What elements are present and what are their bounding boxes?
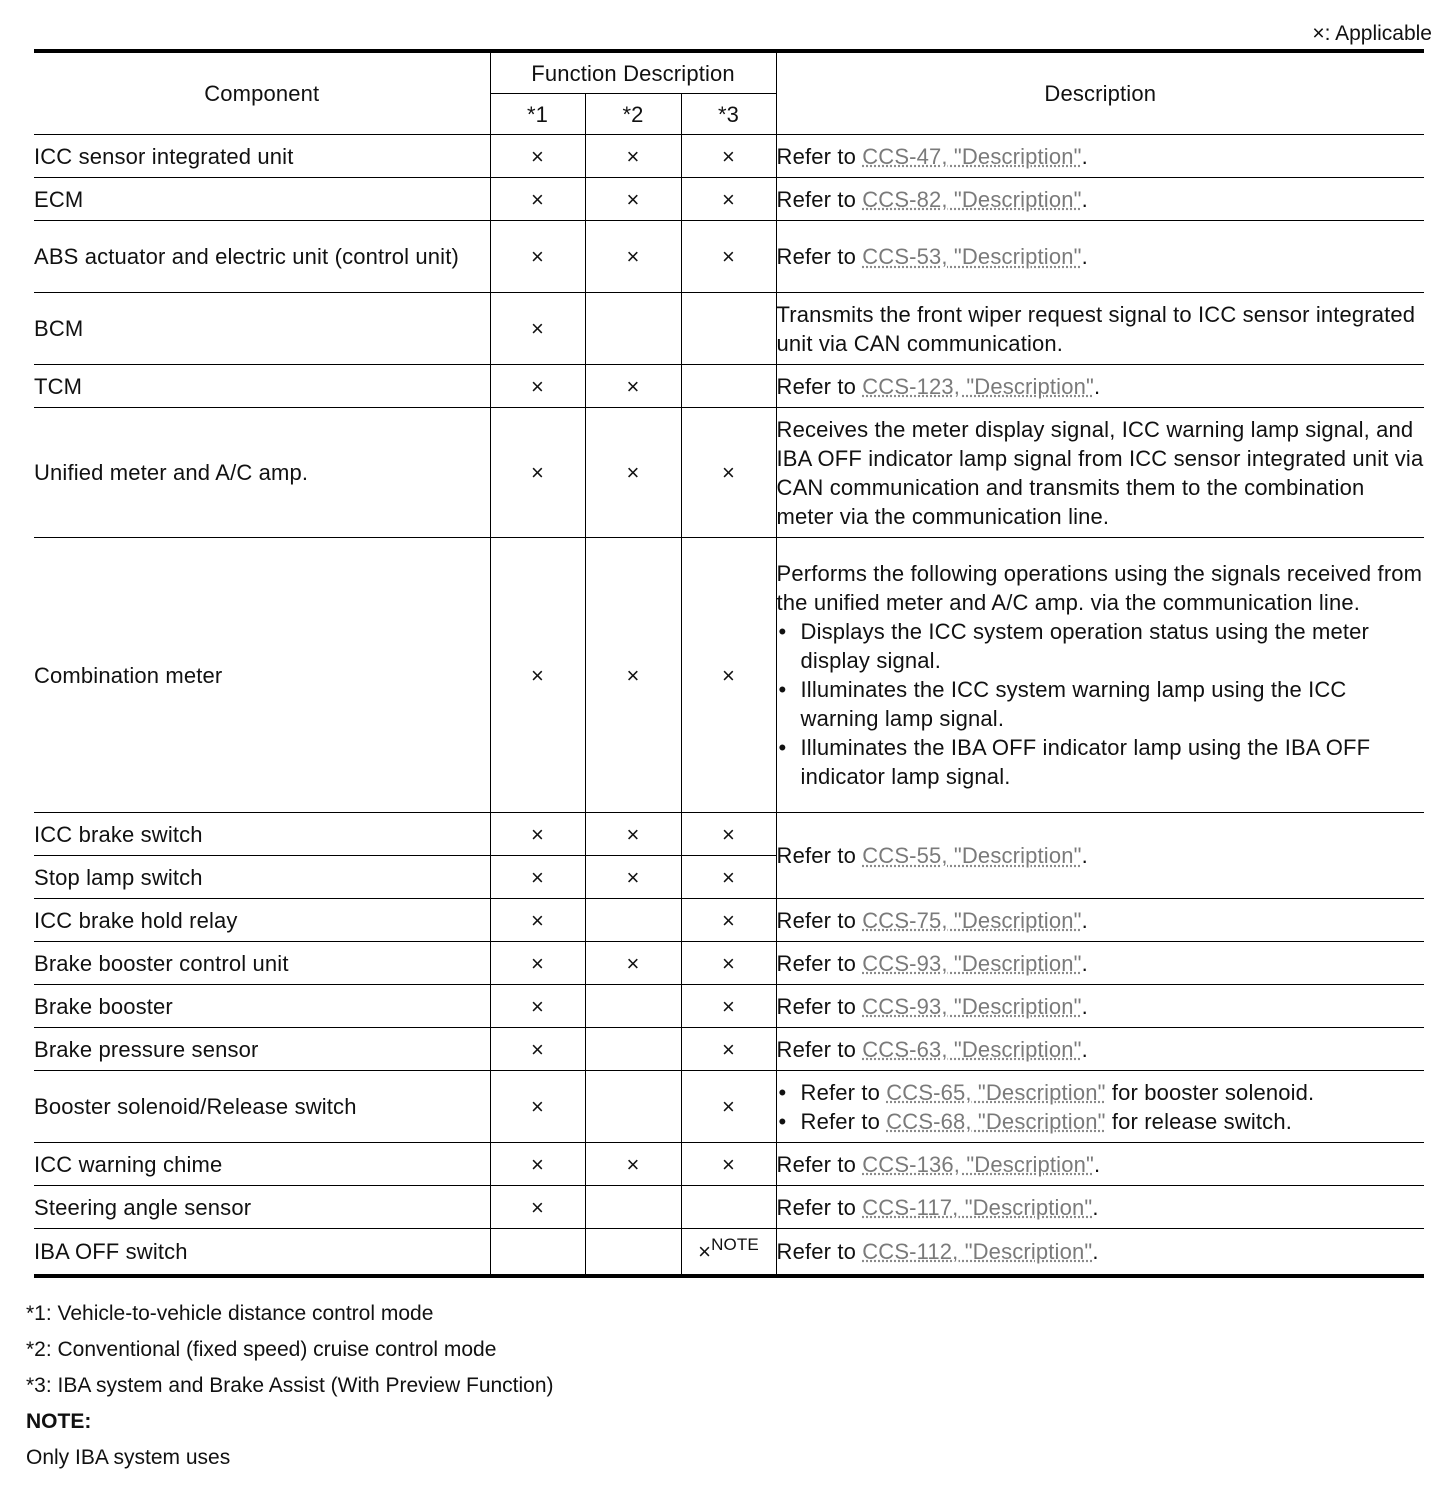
ref-link[interactable]: CCS-93, "Description" bbox=[862, 950, 1082, 976]
refer-to-text: Refer to bbox=[776, 1238, 856, 1264]
mode-3-mark bbox=[681, 1186, 776, 1229]
component-name: ICC brake switch bbox=[34, 813, 490, 856]
table-row bbox=[34, 221, 1424, 293]
ref-link[interactable]: CCS-65, "Description" bbox=[886, 1079, 1106, 1105]
mode-2-mark bbox=[585, 1229, 681, 1276]
ref-end: . bbox=[1093, 373, 1101, 399]
mode-2-mark: × bbox=[585, 856, 681, 899]
operation-list bbox=[777, 617, 1425, 791]
header-function-description: Function Description bbox=[490, 51, 776, 94]
mode-2-mark: × bbox=[585, 813, 681, 856]
ref-end: . bbox=[1081, 843, 1088, 868]
ref-link[interactable]: CCS-53, "Description" bbox=[862, 244, 1082, 269]
table-row bbox=[34, 1186, 1424, 1229]
mode-1-mark: × bbox=[490, 1028, 585, 1071]
note-superscript: NOTE bbox=[711, 1234, 759, 1254]
mode-1-mark: × bbox=[490, 1071, 585, 1143]
component-name: Stop lamp switch bbox=[34, 856, 490, 899]
mode-2-mark bbox=[585, 985, 681, 1028]
ref-end: . bbox=[1081, 907, 1088, 933]
component-name: BCM bbox=[34, 293, 490, 365]
component-table bbox=[34, 49, 1424, 1278]
refer-to-text: Refer to bbox=[800, 1079, 880, 1105]
note-text: Only IBA system uses bbox=[26, 1446, 231, 1469]
ref-link[interactable]: CCS-136, "Description" bbox=[862, 1151, 1094, 1177]
header-mode-1: *1 bbox=[490, 94, 585, 135]
mode-2-mark bbox=[585, 1028, 681, 1071]
footnotes bbox=[26, 1296, 554, 1476]
mode-2-mark: × bbox=[585, 221, 681, 293]
refer-to-text: Refer to bbox=[800, 1108, 880, 1134]
table-row bbox=[34, 293, 1424, 365]
ref-link[interactable]: CCS-117, "Description" bbox=[862, 1194, 1093, 1220]
description-cell bbox=[776, 1028, 1424, 1071]
ref-link[interactable]: CCS-47, "Description" bbox=[862, 143, 1082, 169]
mode-1-mark: × bbox=[490, 813, 585, 856]
header-mode-2: *2 bbox=[585, 94, 681, 135]
ref-link[interactable]: CCS-75, "Description" bbox=[862, 907, 1082, 933]
component-name: Combination meter bbox=[34, 538, 490, 813]
ref-end: . bbox=[1081, 143, 1088, 169]
mark: × bbox=[698, 1238, 712, 1264]
ref-link[interactable]: CCS-63, "Description" bbox=[862, 1036, 1082, 1062]
ref-end: . bbox=[1092, 1194, 1099, 1220]
mode-2-mark: × bbox=[585, 365, 681, 408]
description-cell bbox=[776, 1229, 1424, 1276]
mode-2-mark bbox=[585, 293, 681, 365]
ref-end: . bbox=[1081, 244, 1088, 269]
table-row bbox=[34, 1229, 1424, 1276]
table-row bbox=[34, 899, 1424, 942]
ref-end: . bbox=[1092, 1238, 1099, 1264]
mode-3-mark: × bbox=[681, 135, 776, 178]
footnote: *2: Conventional (fixed speed) cruise control mode bbox=[26, 1338, 497, 1361]
mode-2-mark: × bbox=[585, 408, 681, 538]
refer-to-text: Refer to bbox=[776, 1194, 856, 1220]
mode-3-mark: × bbox=[681, 899, 776, 942]
component-name: ABS actuator and electric unit (control unit) bbox=[34, 221, 490, 293]
component-name: Unified meter and A/C amp. bbox=[34, 408, 490, 538]
description-cell bbox=[776, 899, 1424, 942]
table-row bbox=[34, 135, 1424, 178]
description-cell bbox=[776, 813, 1424, 899]
header-component: Component bbox=[34, 51, 490, 135]
mode-2-mark: × bbox=[585, 538, 681, 813]
description-cell bbox=[776, 365, 1424, 408]
refer-to-text: Refer to bbox=[776, 1036, 856, 1062]
mode-1-mark: × bbox=[490, 293, 585, 365]
component-name: ICC warning chime bbox=[34, 1143, 490, 1186]
mode-2-mark: × bbox=[585, 178, 681, 221]
description-cell bbox=[776, 538, 1424, 813]
table-row bbox=[34, 942, 1424, 985]
header-row bbox=[34, 51, 1424, 94]
table-row bbox=[34, 365, 1424, 408]
component-name: Brake booster bbox=[34, 985, 490, 1028]
description-cell: Receives the meter display signal, ICC warning lamp signal, and IBA OFF indicator lamp signal from ICC sensor integrated unit via CAN communication and transmits them to the combination meter via the communication line. bbox=[776, 408, 1424, 538]
table-row bbox=[34, 1028, 1424, 1071]
refer-to-text: Refer to bbox=[776, 950, 856, 976]
description-cell bbox=[776, 1071, 1424, 1143]
mode-1-mark: × bbox=[490, 538, 585, 813]
description-cell bbox=[776, 1143, 1424, 1186]
refer-to-text: Refer to bbox=[776, 186, 856, 212]
list-item bbox=[777, 1107, 1425, 1136]
ref-end: . bbox=[1081, 993, 1088, 1019]
reference-list bbox=[777, 1078, 1425, 1136]
mode-3-mark: × bbox=[681, 1071, 776, 1143]
ref-link[interactable]: CCS-55, "Description" bbox=[862, 843, 1082, 868]
mode-2-mark bbox=[585, 1186, 681, 1229]
table-row bbox=[34, 813, 1424, 856]
list-item: • Illuminates the IBA OFF indicator lamp using the IBA OFF indicator lamp signal. bbox=[777, 733, 1425, 791]
component-name: ICC brake hold relay bbox=[34, 899, 490, 942]
ref-end: . bbox=[1081, 950, 1088, 976]
list-item: • Illuminates the ICC system warning lamp using the ICC warning lamp signal. bbox=[777, 675, 1425, 733]
mode-1-mark: × bbox=[490, 1186, 585, 1229]
refer-to-text: Refer to bbox=[776, 993, 856, 1019]
mode-3-mark: × bbox=[681, 538, 776, 813]
applicable-legend: ×: Applicable bbox=[1312, 22, 1432, 45]
description-cell bbox=[776, 942, 1424, 985]
component-name: Steering angle sensor bbox=[34, 1186, 490, 1229]
mode-1-mark: × bbox=[490, 135, 585, 178]
list-item: • Displays the ICC system operation status using the meter display signal. bbox=[777, 617, 1425, 675]
footnote: *3: IBA system and Brake Assist (With Preview Function) bbox=[26, 1374, 554, 1397]
ref-link[interactable]: CCS-112, "Description" bbox=[862, 1238, 1093, 1264]
mode-1-mark: × bbox=[490, 942, 585, 985]
description-cell bbox=[776, 221, 1424, 293]
component-name: Brake booster control unit bbox=[34, 942, 490, 985]
description-cell bbox=[776, 985, 1424, 1028]
mode-3-mark: × bbox=[681, 985, 776, 1028]
refer-to-text: Refer to bbox=[776, 143, 856, 169]
mode-2-mark bbox=[585, 1071, 681, 1143]
refer-to-text: Refer to bbox=[776, 1151, 856, 1177]
mode-1-mark: × bbox=[490, 1143, 585, 1186]
table-row bbox=[34, 178, 1424, 221]
refer-to-text: Refer to bbox=[776, 843, 856, 868]
mode-1-mark: × bbox=[490, 856, 585, 899]
component-name: ECM bbox=[34, 178, 490, 221]
table-row bbox=[34, 985, 1424, 1028]
mode-2-mark: × bbox=[585, 1143, 681, 1186]
ref-link[interactable]: CCS-68, "Description" bbox=[886, 1108, 1106, 1134]
header-description: Description bbox=[776, 51, 1424, 135]
ref-suffix: for booster solenoid. bbox=[1105, 1079, 1315, 1105]
mode-2-mark bbox=[585, 899, 681, 942]
table-row bbox=[34, 538, 1424, 813]
table-row bbox=[34, 1143, 1424, 1186]
mode-3-mark: × bbox=[681, 1143, 776, 1186]
mode-1-mark: × bbox=[490, 408, 585, 538]
component-name: IBA OFF switch bbox=[34, 1229, 490, 1276]
mode-3-mark bbox=[681, 1229, 776, 1276]
mode-3-mark: × bbox=[681, 178, 776, 221]
component-name: TCM bbox=[34, 365, 490, 408]
table-row bbox=[34, 408, 1424, 538]
ref-end: . bbox=[1093, 1151, 1101, 1177]
mode-2-mark: × bbox=[585, 135, 681, 178]
mode-3-mark: × bbox=[681, 813, 776, 856]
ref-link[interactable]: CCS-93, "Description" bbox=[862, 993, 1082, 1019]
ref-end: . bbox=[1081, 186, 1088, 212]
ref-suffix: for release switch. bbox=[1105, 1108, 1292, 1134]
header-mode-3: *3 bbox=[681, 94, 776, 135]
description-cell bbox=[776, 178, 1424, 221]
description-cell bbox=[776, 1186, 1424, 1229]
component-name: Booster solenoid/Release switch bbox=[34, 1071, 490, 1143]
mode-3-mark bbox=[681, 365, 776, 408]
description-cell bbox=[776, 135, 1424, 178]
mode-3-mark: × bbox=[681, 1028, 776, 1071]
list-item bbox=[777, 1078, 1425, 1107]
ref-end: . bbox=[1081, 1036, 1088, 1062]
ref-link[interactable]: CCS-123, "Description" bbox=[862, 373, 1094, 399]
ref-link[interactable]: CCS-82, "Description" bbox=[862, 186, 1082, 212]
mode-2-mark: × bbox=[585, 942, 681, 985]
mode-1-mark bbox=[490, 1229, 585, 1276]
mode-1-mark: × bbox=[490, 178, 585, 221]
refer-to-text: Refer to bbox=[776, 373, 856, 399]
refer-to-text: Refer to bbox=[776, 244, 856, 269]
mode-1-mark: × bbox=[490, 365, 585, 408]
component-name: Brake pressure sensor bbox=[34, 1028, 490, 1071]
description-text: Performs the following operations using the signals received from the unified meter and A/C amp. via the communication line. bbox=[776, 561, 1423, 615]
table-row bbox=[34, 1071, 1424, 1143]
footnote: *1: Vehicle-to-vehicle distance control mode bbox=[26, 1302, 434, 1325]
mode-1-mark: × bbox=[490, 221, 585, 293]
mode-3-mark: × bbox=[681, 221, 776, 293]
mode-3-mark: × bbox=[681, 856, 776, 899]
description-cell: Transmits the front wiper request signal to ICC sensor integrated unit via CAN communication. bbox=[776, 293, 1424, 365]
component-name: ICC sensor integrated unit bbox=[34, 135, 490, 178]
mode-1-mark: × bbox=[490, 899, 585, 942]
refer-to-text: Refer to bbox=[776, 907, 856, 933]
mode-1-mark: × bbox=[490, 985, 585, 1028]
mode-3-mark bbox=[681, 293, 776, 365]
note-title: NOTE: bbox=[26, 1410, 92, 1433]
mode-3-mark: × bbox=[681, 408, 776, 538]
mode-3-mark: × bbox=[681, 942, 776, 985]
